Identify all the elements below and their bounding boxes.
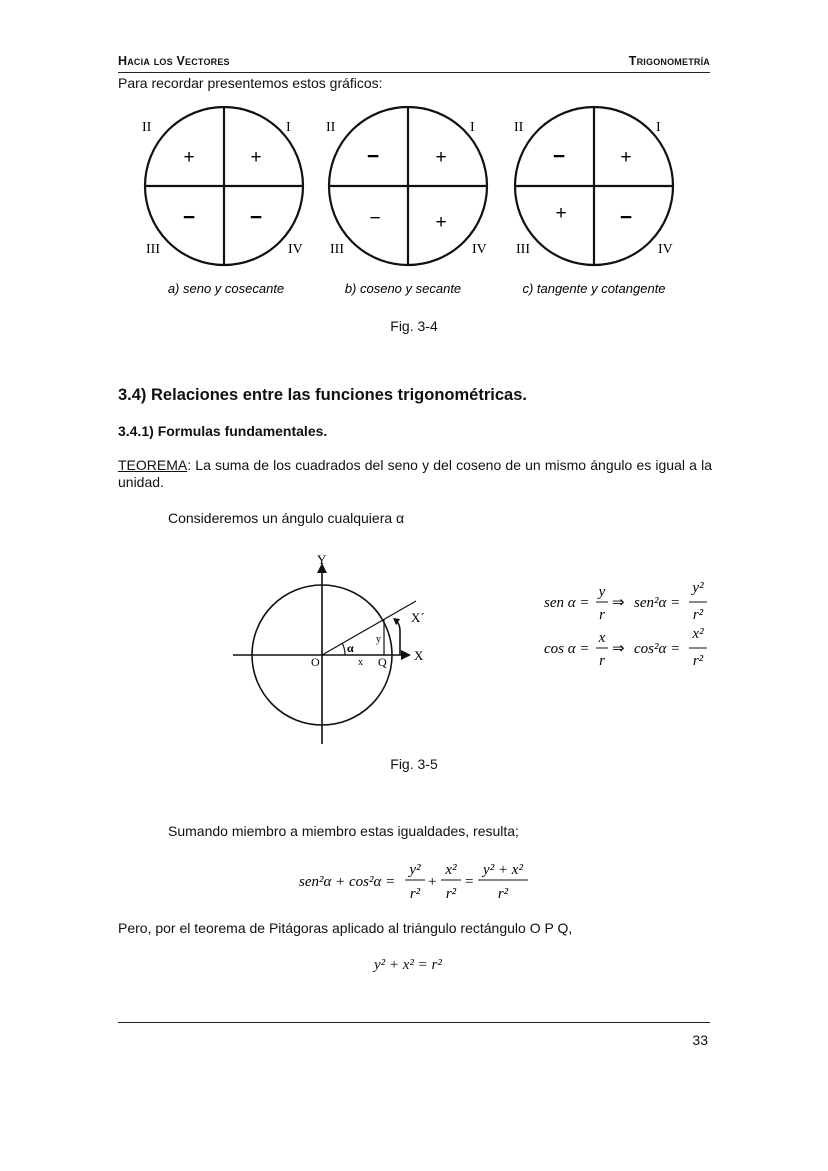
figure-caption-3-4: Fig. 3-4 (390, 318, 438, 334)
quadrant-label-III: III (516, 242, 530, 257)
quadrant-label-III: III (330, 242, 344, 257)
quadrant-label-I: I (286, 120, 291, 135)
sign-circles-figure (118, 100, 710, 305)
sum-num1: y² (409, 862, 421, 878)
cos-implies: ⇒ (612, 641, 625, 657)
circle-a (142, 107, 303, 265)
sum-num3: y² + x² (483, 862, 523, 878)
theorem-text: : La suma de los cuadrados del seno y del coseno de un mismo ángulo es igual a la unidad. (118, 457, 712, 490)
sum-eq: = (465, 874, 474, 890)
intro-text: Para recordar presentemos estos gráficos: (118, 75, 383, 91)
caption-circle-b: b) coseno y secante (344, 281, 462, 296)
quadrant-label-II: II (326, 120, 336, 135)
cos-mid: cos²α = (634, 641, 681, 657)
subsection-title: 3.4.1) Formulas fundamentales. (118, 423, 328, 439)
sen-formula (544, 580, 707, 623)
header-divider (118, 72, 710, 73)
sen-mid: sen²α = (634, 595, 681, 611)
quadrant-label-III: III (146, 242, 160, 257)
caption-circle-a: a) seno y cosecante (167, 281, 285, 296)
y-segment-label: y (376, 634, 381, 645)
sign-q2: + (183, 147, 195, 168)
cos-den1: r (599, 653, 605, 668)
alpha-label: α (347, 641, 354, 655)
cos-num1: x (598, 630, 606, 646)
summing-text: Sumando miembro a miembro estas igualdades, resulta; (168, 823, 519, 839)
header-book-title: Hacia los Vectores (118, 54, 230, 68)
circle-b (326, 107, 487, 265)
page-number: 33 (692, 1032, 708, 1048)
quadrant-label-I: I (470, 120, 475, 135)
sen-den1: r (599, 607, 605, 623)
sum-num2: x² (445, 862, 457, 878)
pythagoras-formula: y² + x² = r² (374, 957, 442, 973)
pythagoras-intro-text: Pero, por el teorema de Pitágoras aplicado al triángulo rectángulo O P Q, (118, 920, 573, 936)
sum-den1: r² (409, 886, 421, 902)
origin-label: O (311, 655, 320, 669)
formulas-sen-cos (530, 578, 720, 668)
sen-implies: ⇒ (612, 595, 625, 611)
theorem-keyword: TEOREMA (118, 457, 188, 473)
x-prime-label: X´ (411, 610, 425, 625)
sign-q1: + (435, 147, 447, 168)
sign-q4: − (249, 206, 263, 229)
sum-plus: + (428, 874, 437, 890)
sum-den3: r² (497, 886, 509, 902)
sign-q4: − (619, 206, 633, 229)
cos-formula (544, 626, 707, 668)
sum-den2: r² (445, 886, 457, 902)
sen-num1: y (598, 584, 606, 600)
quadrant-label-I: I (656, 120, 661, 135)
sign-q2: − (366, 145, 380, 168)
y-axis-label: Y (317, 552, 327, 567)
sen-den2: r² (692, 607, 704, 623)
quadrant-label-II: II (142, 120, 152, 135)
sen-num2: y² (692, 580, 704, 596)
sum-formula (295, 856, 535, 904)
sign-q4: + (435, 212, 447, 233)
sign-q3: + (555, 203, 567, 224)
cos-lhs: cos α = (544, 641, 590, 657)
sign-q3: − (369, 208, 381, 229)
cos-num2: x² (692, 626, 704, 642)
theorem-paragraph (118, 457, 712, 491)
x-segment-label: x (358, 657, 363, 668)
section-title: 3.4) Relaciones entre las funciones trigonométricas. (118, 386, 527, 404)
sign-q1: + (620, 147, 632, 168)
figure-caption-3-5: Fig. 3-5 (390, 756, 438, 772)
quadrant-label-IV: IV (288, 242, 303, 257)
quadrant-label-IV: IV (658, 242, 673, 257)
sen-lhs: sen α = (544, 595, 590, 611)
sign-q3: − (182, 206, 196, 229)
header-chapter-title: Trigonometría (628, 54, 710, 68)
quadrant-label-IV: IV (472, 242, 487, 257)
quadrant-label-II: II (514, 120, 524, 135)
cos-den2: r² (692, 653, 704, 668)
caption-circle-c: c) tangente y cotangente (522, 281, 666, 296)
consider-text: Consideremos un ángulo cualquiera α (168, 510, 405, 526)
point-q-label: Q (378, 655, 387, 669)
sign-q1: + (250, 147, 262, 168)
circle-c (514, 107, 673, 265)
unit-circle-figure (228, 548, 443, 748)
sign-q2: − (552, 145, 566, 168)
sum-lhs: sen²α + cos²α = (299, 874, 396, 890)
footer-divider (118, 1022, 710, 1023)
x-axis-label: X (414, 648, 424, 663)
